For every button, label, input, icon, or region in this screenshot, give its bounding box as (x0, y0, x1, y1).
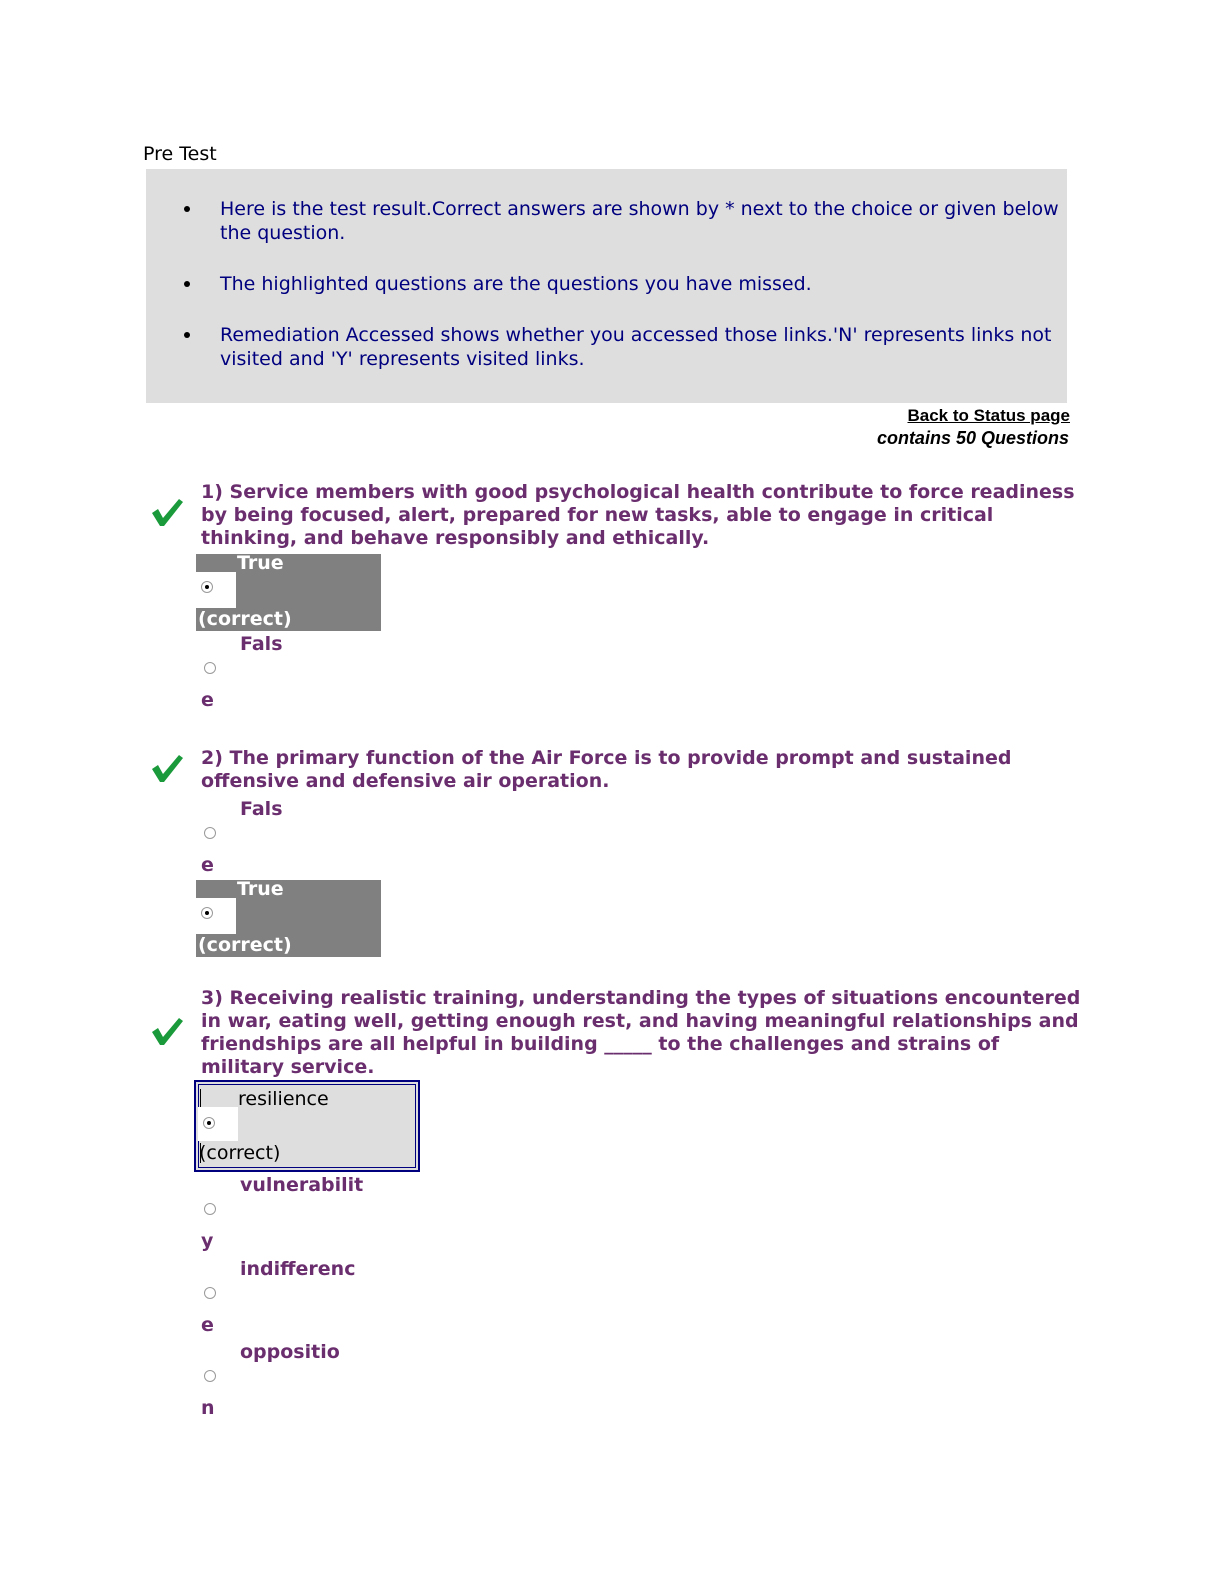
choice-correct-selected[interactable] (196, 554, 381, 631)
choice-correct-selected-focused[interactable] (194, 1080, 420, 1172)
text-caret (200, 1089, 201, 1107)
radio-selected-icon[interactable] (201, 907, 213, 919)
choice-label: True (237, 878, 284, 900)
info-box (146, 169, 1067, 403)
radio-selected-icon[interactable] (201, 581, 213, 593)
choice-label: oppositio (240, 1341, 340, 1363)
back-to-status-link[interactable]: Back to Status page (907, 406, 1070, 425)
choice-label: vulnerabilit (240, 1174, 364, 1196)
question-count: contains 50 Questions (876, 428, 1069, 448)
radio-icon[interactable] (204, 1370, 216, 1382)
correct-note: (correct) (198, 934, 292, 956)
choice-label-wrap: e (201, 854, 214, 876)
radio-icon[interactable] (204, 1287, 216, 1299)
choice-label: True (237, 552, 284, 574)
check-icon (150, 753, 184, 783)
choice-label-wrap: e (201, 1314, 214, 1336)
page-title: Pre Test (143, 143, 217, 165)
question-2-text: 2) The primary function of the Air Force is to provide prompt and sustained offensive and defensive air operation. (201, 747, 1012, 792)
question-3-text: 3) Receiving realistic training, understanding the types of situations encountered in war, eating well, getting enough rest, and having meaningful relationships and friendships are all helpful in building _____ to the challenges and strains of military service. (201, 987, 1081, 1078)
correct-note: (correct) (198, 608, 292, 630)
choice-label: Fals (240, 798, 283, 820)
radio-icon[interactable] (204, 1203, 216, 1215)
info-item: Remediation Accessed shows whether you accessed those links.'N' represents links not visited and 'Y' represents visited links. (220, 323, 1060, 371)
choice-correct-selected[interactable] (196, 880, 381, 957)
choice-label: indifferenc (240, 1258, 356, 1280)
info-list (146, 197, 1059, 371)
info-item: Here is the test result.Correct answers are shown by * next to the choice or given below the question. (220, 198, 1059, 244)
choice-label: Fals (240, 633, 283, 655)
check-icon (150, 497, 184, 527)
check-icon (150, 1016, 184, 1046)
info-item: The highlighted questions are the questions you have missed. (220, 272, 1060, 296)
choice-label: resilience (238, 1088, 329, 1110)
choice-label-wrap: n (201, 1397, 215, 1419)
radio-icon[interactable] (204, 662, 216, 674)
choice-label-wrap: y (201, 1230, 214, 1252)
choice-label-wrap: e (201, 689, 214, 711)
question-1-text: 1) Service members with good psychological health contribute to force readiness by being focused, alert, prepared for new tasks, able to engage in critical thinking, and behave responsibly and ethically. (201, 481, 1075, 549)
radio-icon[interactable] (204, 827, 216, 839)
correct-note: (correct) (199, 1142, 281, 1164)
radio-selected-icon[interactable] (203, 1117, 215, 1129)
